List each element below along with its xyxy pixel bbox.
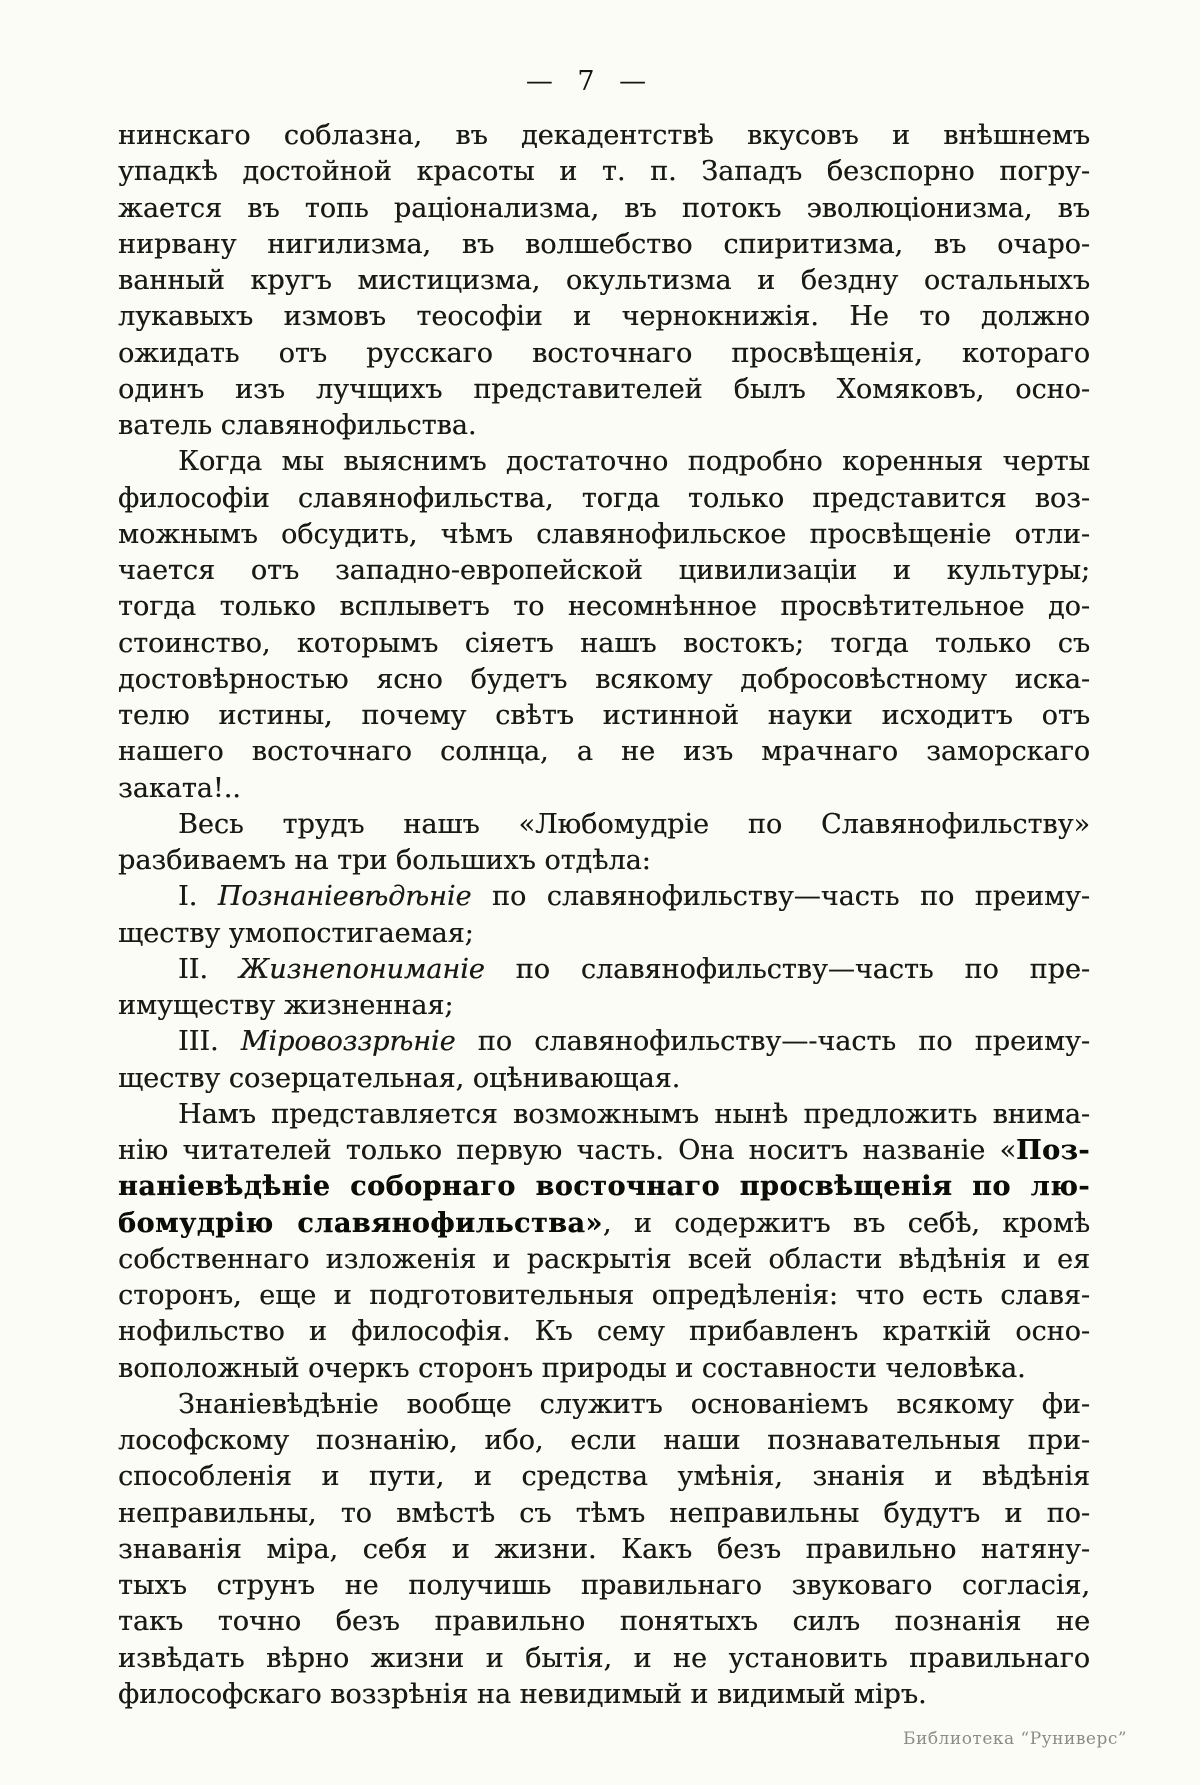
text-line (118, 1351, 1090, 1387)
text-segment: нашего восточнаго солнца, а не изъ мрачнаго заморскаго (118, 736, 1090, 768)
text-segment: нинскаго соблазна, въ декадентствѣ вкусовъ и внѣшнемъ (118, 120, 1090, 151)
text-line (118, 879, 1090, 915)
text-line (118, 734, 1090, 770)
text-line (118, 988, 1090, 1024)
text-line (118, 589, 1090, 625)
paragraph (118, 444, 1090, 807)
paragraph (118, 1097, 1090, 1387)
text-line (118, 1387, 1090, 1423)
text-segment: философскаго воззрѣнія на невидимый и видимый міръ. (118, 1678, 927, 1710)
paragraph (118, 807, 1090, 880)
text-segment: ществу умопостигаемая; (118, 917, 474, 949)
text-segment: ожидать отъ русскаго восточнаго просвѣщенія, котораго (118, 337, 1090, 369)
text-line (118, 263, 1090, 299)
paragraph (118, 118, 1090, 444)
text-line (118, 1496, 1090, 1532)
text-line (118, 626, 1090, 662)
text-line (118, 154, 1090, 190)
text-segment: Намъ представляется возможнымъ нынѣ предложить внима- (178, 1098, 1090, 1130)
text-segment: телю истины, почему свѣтъ истинной науки исходитъ отъ (118, 700, 1090, 731)
text-line (118, 807, 1090, 843)
text-segment: ществу созерцательная, оцѣнивающая. (118, 1062, 681, 1094)
text-segment: по славянофильству—часть по пре- (484, 953, 1091, 985)
text-line (118, 118, 1090, 154)
text-line (118, 1677, 1090, 1713)
text-line (118, 1169, 1090, 1205)
paragraph (118, 1387, 1090, 1713)
text-segment: нію читателей только первую часть. Она носитъ названіе « (118, 1135, 1017, 1166)
text-segment: Когда мы выяснимъ достаточно подробно коренныя черты (178, 446, 1090, 478)
text-line (118, 1242, 1090, 1278)
text-segment: бомудрію славянофильства» (118, 1207, 603, 1239)
text-block (118, 118, 1090, 1713)
text-line (118, 1314, 1090, 1350)
text-segment: II. (178, 953, 239, 985)
text-line (118, 771, 1090, 807)
text-segment: Весь трудъ нашъ «Любомудріе по Славянофильству» (178, 808, 1090, 840)
library-watermark: Библиотека “Руниверс” (903, 1729, 1128, 1749)
text-line (118, 1604, 1090, 1640)
text-segment: заката!.. (118, 772, 241, 804)
text-segment: стоинство, которымъ сіяетъ нашъ востокъ; тогда только съ (118, 627, 1090, 659)
text-segment: ватель славянофильства. (118, 410, 477, 441)
text-segment: нофильство и философія. Къ сему прибавленъ краткій осно- (118, 1316, 1090, 1348)
text-line (118, 1423, 1090, 1459)
text-segment: философіи славянофильства, тогда только представится воз- (118, 482, 1090, 514)
paragraph (118, 879, 1090, 952)
text-line (118, 517, 1090, 553)
text-segment: достовѣрностью ясно будетъ всякому добросовѣстному иска- (118, 663, 1090, 695)
text-segment: I. (178, 881, 218, 913)
text-line (118, 444, 1090, 480)
text-segment: извѣдать вѣрно жизни и бытія, и не установить правильнаго (118, 1642, 1090, 1674)
text-segment: Знаніевѣдѣніе вообще служитъ основаніемъ всякому фи- (178, 1388, 1090, 1420)
text-line (118, 553, 1090, 589)
text-line (118, 1133, 1090, 1169)
text-segment: собственнаго изложенія и раскрытія всей области вѣдѣнія и ея (118, 1243, 1090, 1275)
text-segment: , и содержитъ въ себѣ, кромѣ (602, 1207, 1091, 1239)
text-segment: лософскому познанію, ибо, если наши познавательныя при- (118, 1425, 1090, 1456)
text-segment: такъ точно безъ правильно понятыхъ силъ познанія не (118, 1606, 1090, 1638)
text-segment: неправильны, то вмѣстѣ съ тѣмъ неправильны будутъ и по- (118, 1497, 1090, 1529)
text-segment: сторонъ, еще и подготовительныя опредѣленія: что есть славя- (118, 1280, 1090, 1311)
text-segment: жается въ топь раціонализма, въ потокъ эволюціонизма, въ (118, 192, 1090, 224)
text-segment: воположный очеркъ сторонъ природы и составности человѣка. (118, 1352, 1026, 1384)
text-segment: разбиваемъ на три большихъ отдѣла: (118, 845, 651, 876)
text-line (118, 916, 1090, 952)
paragraph (118, 952, 1090, 1025)
text-line (118, 191, 1090, 227)
page-number: — 7 — (525, 66, 647, 97)
text-segment: ванный кругъ мистицизма, окультизма и бездну остальныхъ (118, 265, 1090, 296)
text-line (118, 1568, 1090, 1604)
text-segment: можнымъ обсудить, чѣмъ славянофильское просвѣщеніе отли- (118, 518, 1090, 550)
text-segment: тыхъ струнъ не получишь правильнаго звуковаго согласія, (118, 1570, 1090, 1601)
text-line (118, 1278, 1090, 1314)
text-segment: нирвану нигилизма, въ волшебство спиритизма, въ очаро- (118, 228, 1090, 260)
text-segment: имуществу жизненная; (118, 990, 454, 1021)
text-line (118, 1459, 1090, 1495)
text-segment: Поз- (1016, 1135, 1090, 1166)
text-segment: III. (178, 1026, 241, 1058)
text-line (118, 481, 1090, 517)
text-segment: знаванія міра, себя и жизни. Какъ безъ правильно натяну- (118, 1533, 1090, 1565)
paragraph (118, 1024, 1090, 1097)
text-segment: тогда только всплыветъ то несомнѣнное просвѣтительное до- (118, 591, 1090, 623)
text-line (118, 1641, 1090, 1677)
text-segment: по славянофильству—-часть по преиму- (455, 1026, 1090, 1058)
text-segment: Познаніевѣдѣніе (217, 881, 472, 913)
text-line (118, 952, 1090, 988)
text-segment: способленія и пути, и средства умѣнія, знанія и вѣдѣнія (118, 1461, 1090, 1493)
text-line (118, 1532, 1090, 1568)
text-segment: Міровоззрѣніе (240, 1026, 456, 1058)
text-line (118, 1097, 1090, 1133)
text-segment: одинъ изъ лучщихъ представителей былъ Хомяковъ, осно- (118, 373, 1090, 405)
text-line (118, 408, 1090, 444)
text-segment: наніевѣдѣніе соборнаго восточнаго просвѣщенія по лю- (118, 1171, 1090, 1203)
text-line (118, 336, 1090, 372)
text-segment: упадкѣ достойной красоты и т. п. Западъ безспорно погру- (118, 156, 1090, 188)
text-line (118, 1061, 1090, 1097)
text-line (118, 662, 1090, 698)
text-line (118, 299, 1090, 335)
text-line (118, 1024, 1090, 1060)
text-line (118, 227, 1090, 263)
text-line (118, 698, 1090, 734)
text-line (118, 843, 1090, 879)
text-line (118, 372, 1090, 408)
text-segment: лукавыхъ измовъ теософіи и чернокнижія. Не то должно (118, 301, 1090, 333)
text-segment: чается отъ западно-европейской цивилизаціи и культуры; (118, 555, 1090, 586)
text-line (118, 1206, 1090, 1242)
text-segment: Жизнепониманіе (238, 953, 485, 985)
text-segment: по славянофильству—часть по преиму- (471, 881, 1090, 913)
